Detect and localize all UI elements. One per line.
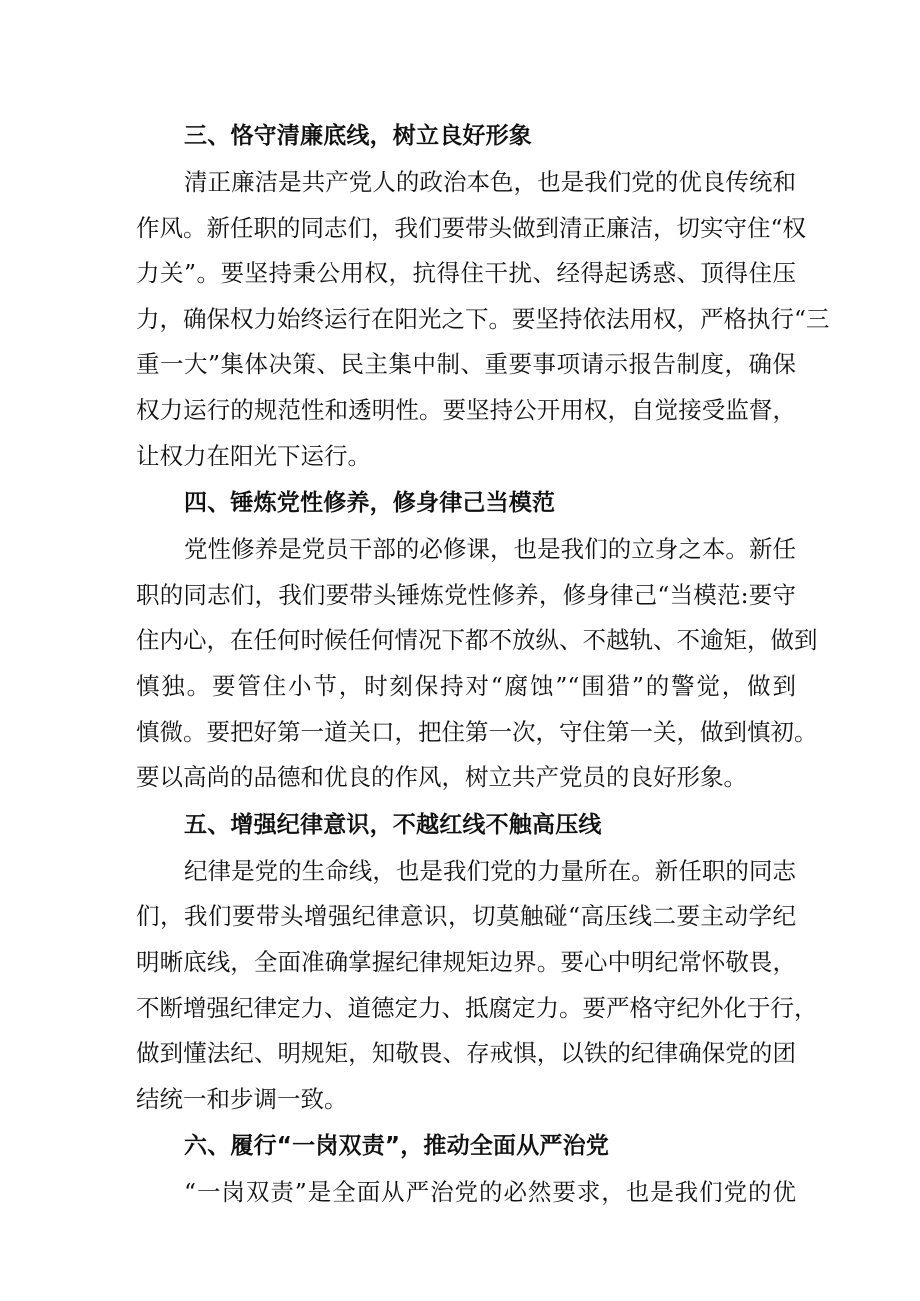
paragraph-line: 职的同志们，我们要带头锤炼党性修养，修身律己“当模范:要守 <box>136 580 796 609</box>
paragraph-line: 党性修养是党员干部的必修课，也是我们的立身之本。新任 <box>184 535 796 564</box>
paragraph-line: 慎独。要管住小节，时刻保持对“腐蚀”“围猎”的警觉，做到 <box>136 671 796 700</box>
paragraph-line: 权力运行的规范性和透明性。要坚持公开用权，自觉接受监督， <box>136 395 796 424</box>
paragraph-line: 清正廉洁是共产党人的政治本色，也是我们党的优良传统和 <box>184 168 796 196</box>
paragraph-line: 力关”。要坚持秉公用权，抗得住干扰、经得起诱惑、顶得住压 <box>136 259 796 288</box>
paragraph-line: 慎微。要把好第一道关口，把住第一次，守住第一关，做到慎初。 <box>136 717 818 746</box>
paragraph-line: 住内心，在任何时候任何情况下都不放纵、不越轨、不逾矩，做到 <box>136 626 818 655</box>
paragraph-line: 明晰底线，全面准确掌握纪律规矩边界。要心中明纪常怀敬畏， <box>136 947 796 976</box>
paragraph-line: 们，我们要带头增强纪律意识，切莫触碰“高压线二要主动学纪 <box>136 902 796 931</box>
paragraph-line: 结统一和步调一致。 <box>136 1084 348 1113</box>
paragraph-line: 作风。新任职的同志们，我们要带头做到清正廉洁，切实守住“权 <box>136 213 807 242</box>
section-heading: 六、履行“一岗双责”，推动全面从严治党 <box>184 1133 610 1160</box>
paragraph-line: 纪律是党的生命线，也是我们党的力量所在。新任职的同志 <box>184 856 796 885</box>
section-paragraph <box>136 160 830 479</box>
section-paragraph <box>136 849 818 1123</box>
paragraph-line: 做到懂法纪、明规矩，知敬畏、存戒惧，以铁的纪律确保党的团 <box>136 1039 796 1068</box>
section-paragraph <box>136 1170 796 1216</box>
paragraph-line: 力，确保权力始终运行在阳光之下。要坚持依法用权，严格执行“三 <box>136 304 830 333</box>
section-heading: 五、增强纪律意识，不越红线不触高压线 <box>184 811 602 838</box>
paragraph-line: 要以高尚的品德和优良的作风，树立共产党员的良好形象。 <box>136 763 747 792</box>
section-heading: 四、锤炼党性修养，修身律己当模范 <box>184 490 556 517</box>
paragraph-line: 重一大”集体决策、民主集中制、重要事项请示报告制度，确保 <box>136 350 796 379</box>
paragraph-line: “一岗双责”是全面从严治党的必然要求，也是我们党的优 <box>184 1178 796 1207</box>
document-body <box>136 112 830 1216</box>
section-paragraph <box>136 527 818 801</box>
paragraph-line: 不断增强纪律定力、道德定力、抵腐定力。要严格守纪外化于行， <box>136 993 818 1022</box>
section-heading: 三、恪守清廉底线，树立良好形象 <box>184 123 532 149</box>
paragraph-line: 让权力在阳光下运行。 <box>136 441 371 470</box>
